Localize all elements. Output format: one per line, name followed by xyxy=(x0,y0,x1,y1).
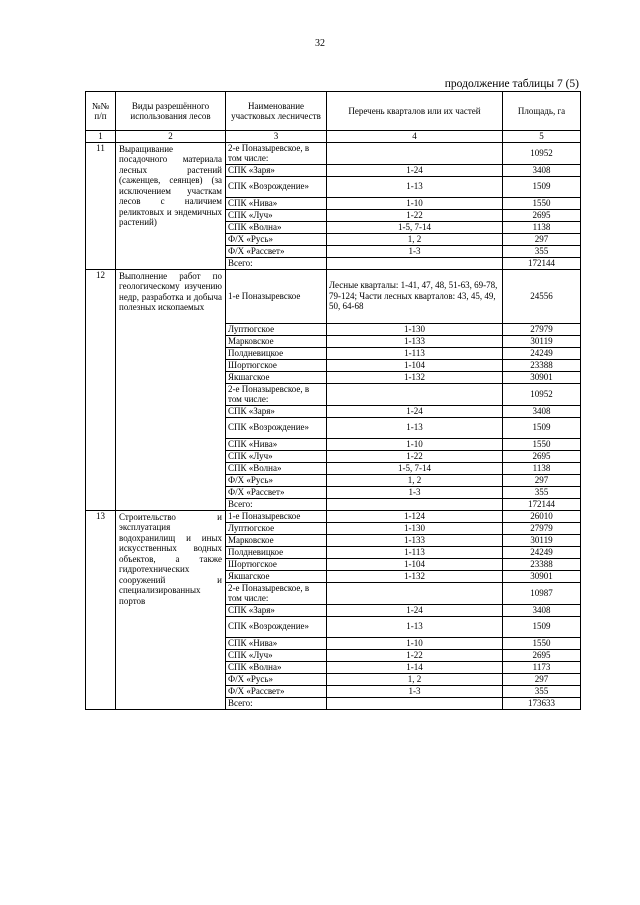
quarters-cell: 1-13 xyxy=(327,616,503,637)
quarters-cell: 1-13 xyxy=(327,176,503,197)
forestry-name-cell: Всего: xyxy=(226,257,327,269)
forestry-name-cell: Якшагское xyxy=(226,371,327,383)
use-type-cell: Выращивание посадочного материала лесных растений (саженцев, сеянцев) (за исключением участкам лесов с наличием реликтовых и эндемичных растений) xyxy=(116,142,226,269)
forestry-name-cell: Ф/Х «Рассвет» xyxy=(226,245,327,257)
forestry-name-cell: 2-е Поназыревское, в том числе: xyxy=(226,582,327,604)
forestry-name-cell: СПК «Нива» xyxy=(226,438,327,450)
forestry-name-cell: Ф/Х «Рассвет» xyxy=(226,486,327,498)
forestry-name-cell: СПК «Возрождение» xyxy=(226,417,327,438)
forestry-name-cell: СПК «Заря» xyxy=(226,164,327,176)
area-cell: 1138 xyxy=(503,221,581,233)
area-cell: 30119 xyxy=(503,534,581,546)
forestry-name-cell: СПК «Нива» xyxy=(226,197,327,209)
header-use-type: Виды разрешённого использования лесов xyxy=(116,92,226,131)
table-body xyxy=(86,142,581,709)
area-cell: 30901 xyxy=(503,371,581,383)
forestry-name-cell: Полдневицкое xyxy=(226,347,327,359)
area-cell: 1550 xyxy=(503,637,581,649)
forestry-name-cell: СПК «Луч» xyxy=(226,209,327,221)
forestry-name-cell: СПК «Волна» xyxy=(226,462,327,474)
area-cell: 355 xyxy=(503,685,581,697)
area-cell: 10952 xyxy=(503,142,581,164)
forestry-name-cell: Шортюгское xyxy=(226,359,327,371)
forestry-name-cell: Ф/Х «Русь» xyxy=(226,673,327,685)
quarters-cell: 1-22 xyxy=(327,450,503,462)
forestry-name-cell: Марковское xyxy=(226,335,327,347)
quarters-cell: 1, 2 xyxy=(327,233,503,245)
area-cell: 27979 xyxy=(503,323,581,335)
quarters-cell: Лесные кварталы: 1-41, 47, 48, 51-63, 69-78, 79-124; Части лесных кварталов: 43, 45, 49, 50, 64-68 xyxy=(327,269,503,323)
forestry-name-cell: СПК «Волна» xyxy=(226,221,327,233)
area-cell: 1550 xyxy=(503,438,581,450)
header-row-number: №№ п/п xyxy=(86,92,116,131)
quarters-cell: 1-13 xyxy=(327,417,503,438)
forestry-name-cell: СПК «Возрождение» xyxy=(226,616,327,637)
table-row xyxy=(86,510,581,522)
area-cell: 2695 xyxy=(503,209,581,221)
quarters-cell xyxy=(327,142,503,164)
quarters-cell: 1-130 xyxy=(327,522,503,534)
page-number: 32 xyxy=(315,38,325,49)
quarters-cell: 1, 2 xyxy=(327,474,503,486)
forest-use-table xyxy=(85,91,581,710)
quarters-cell: 1-14 xyxy=(327,661,503,673)
area-cell: 2695 xyxy=(503,450,581,462)
table-row xyxy=(86,142,581,164)
column-number: 3 xyxy=(226,131,327,143)
row-number-cell: 13 xyxy=(86,510,116,709)
area-cell: 297 xyxy=(503,673,581,685)
forestry-name-cell: СПК «Луч» xyxy=(226,649,327,661)
area-cell: 30119 xyxy=(503,335,581,347)
area-cell: 24249 xyxy=(503,347,581,359)
forestry-name-cell: СПК «Возрождение» xyxy=(226,176,327,197)
quarters-cell: 1-3 xyxy=(327,486,503,498)
quarters-cell xyxy=(327,257,503,269)
area-cell: 24249 xyxy=(503,546,581,558)
row-number-cell: 12 xyxy=(86,269,116,510)
forestry-name-cell: Всего: xyxy=(226,498,327,510)
forestry-name-cell: СПК «Луч» xyxy=(226,450,327,462)
area-cell: 27979 xyxy=(503,522,581,534)
forestry-name-cell: Марковское xyxy=(226,534,327,546)
column-number: 1 xyxy=(86,131,116,143)
forestry-name-cell: 1-е Поназыревское xyxy=(226,269,327,323)
quarters-cell: 1-3 xyxy=(327,685,503,697)
area-cell: 3408 xyxy=(503,164,581,176)
forestry-name-cell: Всего: xyxy=(226,697,327,709)
quarters-cell: 1-104 xyxy=(327,558,503,570)
quarters-cell: 1-22 xyxy=(327,649,503,661)
quarters-cell: 1-104 xyxy=(327,359,503,371)
quarters-cell: 1-5, 7-14 xyxy=(327,221,503,233)
row-number-cell: 11 xyxy=(86,142,116,269)
area-cell: 1138 xyxy=(503,462,581,474)
forestry-name-cell: СПК «Нива» xyxy=(226,637,327,649)
forestry-name-cell: СПК «Волна» xyxy=(226,661,327,673)
column-number: 5 xyxy=(503,131,581,143)
area-cell: 1173 xyxy=(503,661,581,673)
area-cell: 1509 xyxy=(503,417,581,438)
quarters-cell: 1-24 xyxy=(327,405,503,417)
forestry-name-cell: Ф/Х «Русь» xyxy=(226,474,327,486)
area-cell: 1550 xyxy=(503,197,581,209)
column-number: 2 xyxy=(116,131,226,143)
table-continuation-caption: продолжение таблицы 7 (5) xyxy=(444,78,579,90)
quarters-cell: 1-130 xyxy=(327,323,503,335)
table-row xyxy=(86,269,581,323)
table-header xyxy=(86,92,581,143)
area-cell: 1509 xyxy=(503,616,581,637)
forestry-name-cell: Луптюгское xyxy=(226,323,327,335)
area-cell: 26010 xyxy=(503,510,581,522)
area-cell: 2695 xyxy=(503,649,581,661)
forestry-name-cell: Ф/Х «Русь» xyxy=(226,233,327,245)
forestry-name-cell: Якшагское xyxy=(226,570,327,582)
header-forestry-name: Наименование участковых лесничеств xyxy=(226,92,327,131)
forestry-name-cell: 2-е Поназыревское, в том числе: xyxy=(226,142,327,164)
use-type-cell: Выполнение работ по геологическому изучению недр, разработка и добыча полезных ископаемых xyxy=(116,269,226,510)
quarters-cell: 1-132 xyxy=(327,371,503,383)
quarters-cell xyxy=(327,498,503,510)
quarters-cell: 1-10 xyxy=(327,438,503,450)
area-cell: 172144 xyxy=(503,498,581,510)
forestry-name-cell: Луптюгское xyxy=(226,522,327,534)
quarters-cell: 1-124 xyxy=(327,510,503,522)
area-cell: 172144 xyxy=(503,257,581,269)
quarters-cell: 1-133 xyxy=(327,534,503,546)
forestry-name-cell: 2-е Поназыревское, в том числе: xyxy=(226,383,327,405)
area-cell: 30901 xyxy=(503,570,581,582)
forestry-name-cell: 1-е Поназыревское xyxy=(226,510,327,522)
quarters-cell: 1-113 xyxy=(327,347,503,359)
quarters-cell: 1-113 xyxy=(327,546,503,558)
header-quarters: Перечень кварталов или их частей xyxy=(327,92,503,131)
quarters-cell: 1-5, 7-14 xyxy=(327,462,503,474)
area-cell: 3408 xyxy=(503,405,581,417)
area-cell: 297 xyxy=(503,233,581,245)
area-cell: 23388 xyxy=(503,558,581,570)
area-cell: 3408 xyxy=(503,604,581,616)
quarters-cell: 1-132 xyxy=(327,570,503,582)
area-cell: 173633 xyxy=(503,697,581,709)
area-cell: 1509 xyxy=(503,176,581,197)
area-cell: 297 xyxy=(503,474,581,486)
column-number: 4 xyxy=(327,131,503,143)
quarters-cell: 1-24 xyxy=(327,604,503,616)
quarters-cell xyxy=(327,383,503,405)
forestry-name-cell: Ф/Х «Рассвет» xyxy=(226,685,327,697)
area-cell: 23388 xyxy=(503,359,581,371)
area-cell: 24556 xyxy=(503,269,581,323)
use-type-cell: Строительство и эксплуатация водохранилищ и иных искусственных водных объектов, а также гидротехнических сооружений и специализированных портов xyxy=(116,510,226,709)
forestry-name-cell: Полдневицкое xyxy=(226,546,327,558)
quarters-cell: 1-10 xyxy=(327,637,503,649)
forestry-name-cell: Шортюгское xyxy=(226,558,327,570)
quarters-cell: 1-10 xyxy=(327,197,503,209)
quarters-cell: 1-24 xyxy=(327,164,503,176)
quarters-cell: 1-22 xyxy=(327,209,503,221)
area-cell: 355 xyxy=(503,245,581,257)
quarters-cell xyxy=(327,697,503,709)
quarters-cell: 1-3 xyxy=(327,245,503,257)
quarters-cell xyxy=(327,582,503,604)
area-cell: 355 xyxy=(503,486,581,498)
forestry-name-cell: СПК «Заря» xyxy=(226,604,327,616)
forestry-name-cell: СПК «Заря» xyxy=(226,405,327,417)
quarters-cell: 1-133 xyxy=(327,335,503,347)
area-cell: 10952 xyxy=(503,383,581,405)
header-area: Площадь, га xyxy=(503,92,581,131)
area-cell: 10987 xyxy=(503,582,581,604)
quarters-cell: 1, 2 xyxy=(327,673,503,685)
